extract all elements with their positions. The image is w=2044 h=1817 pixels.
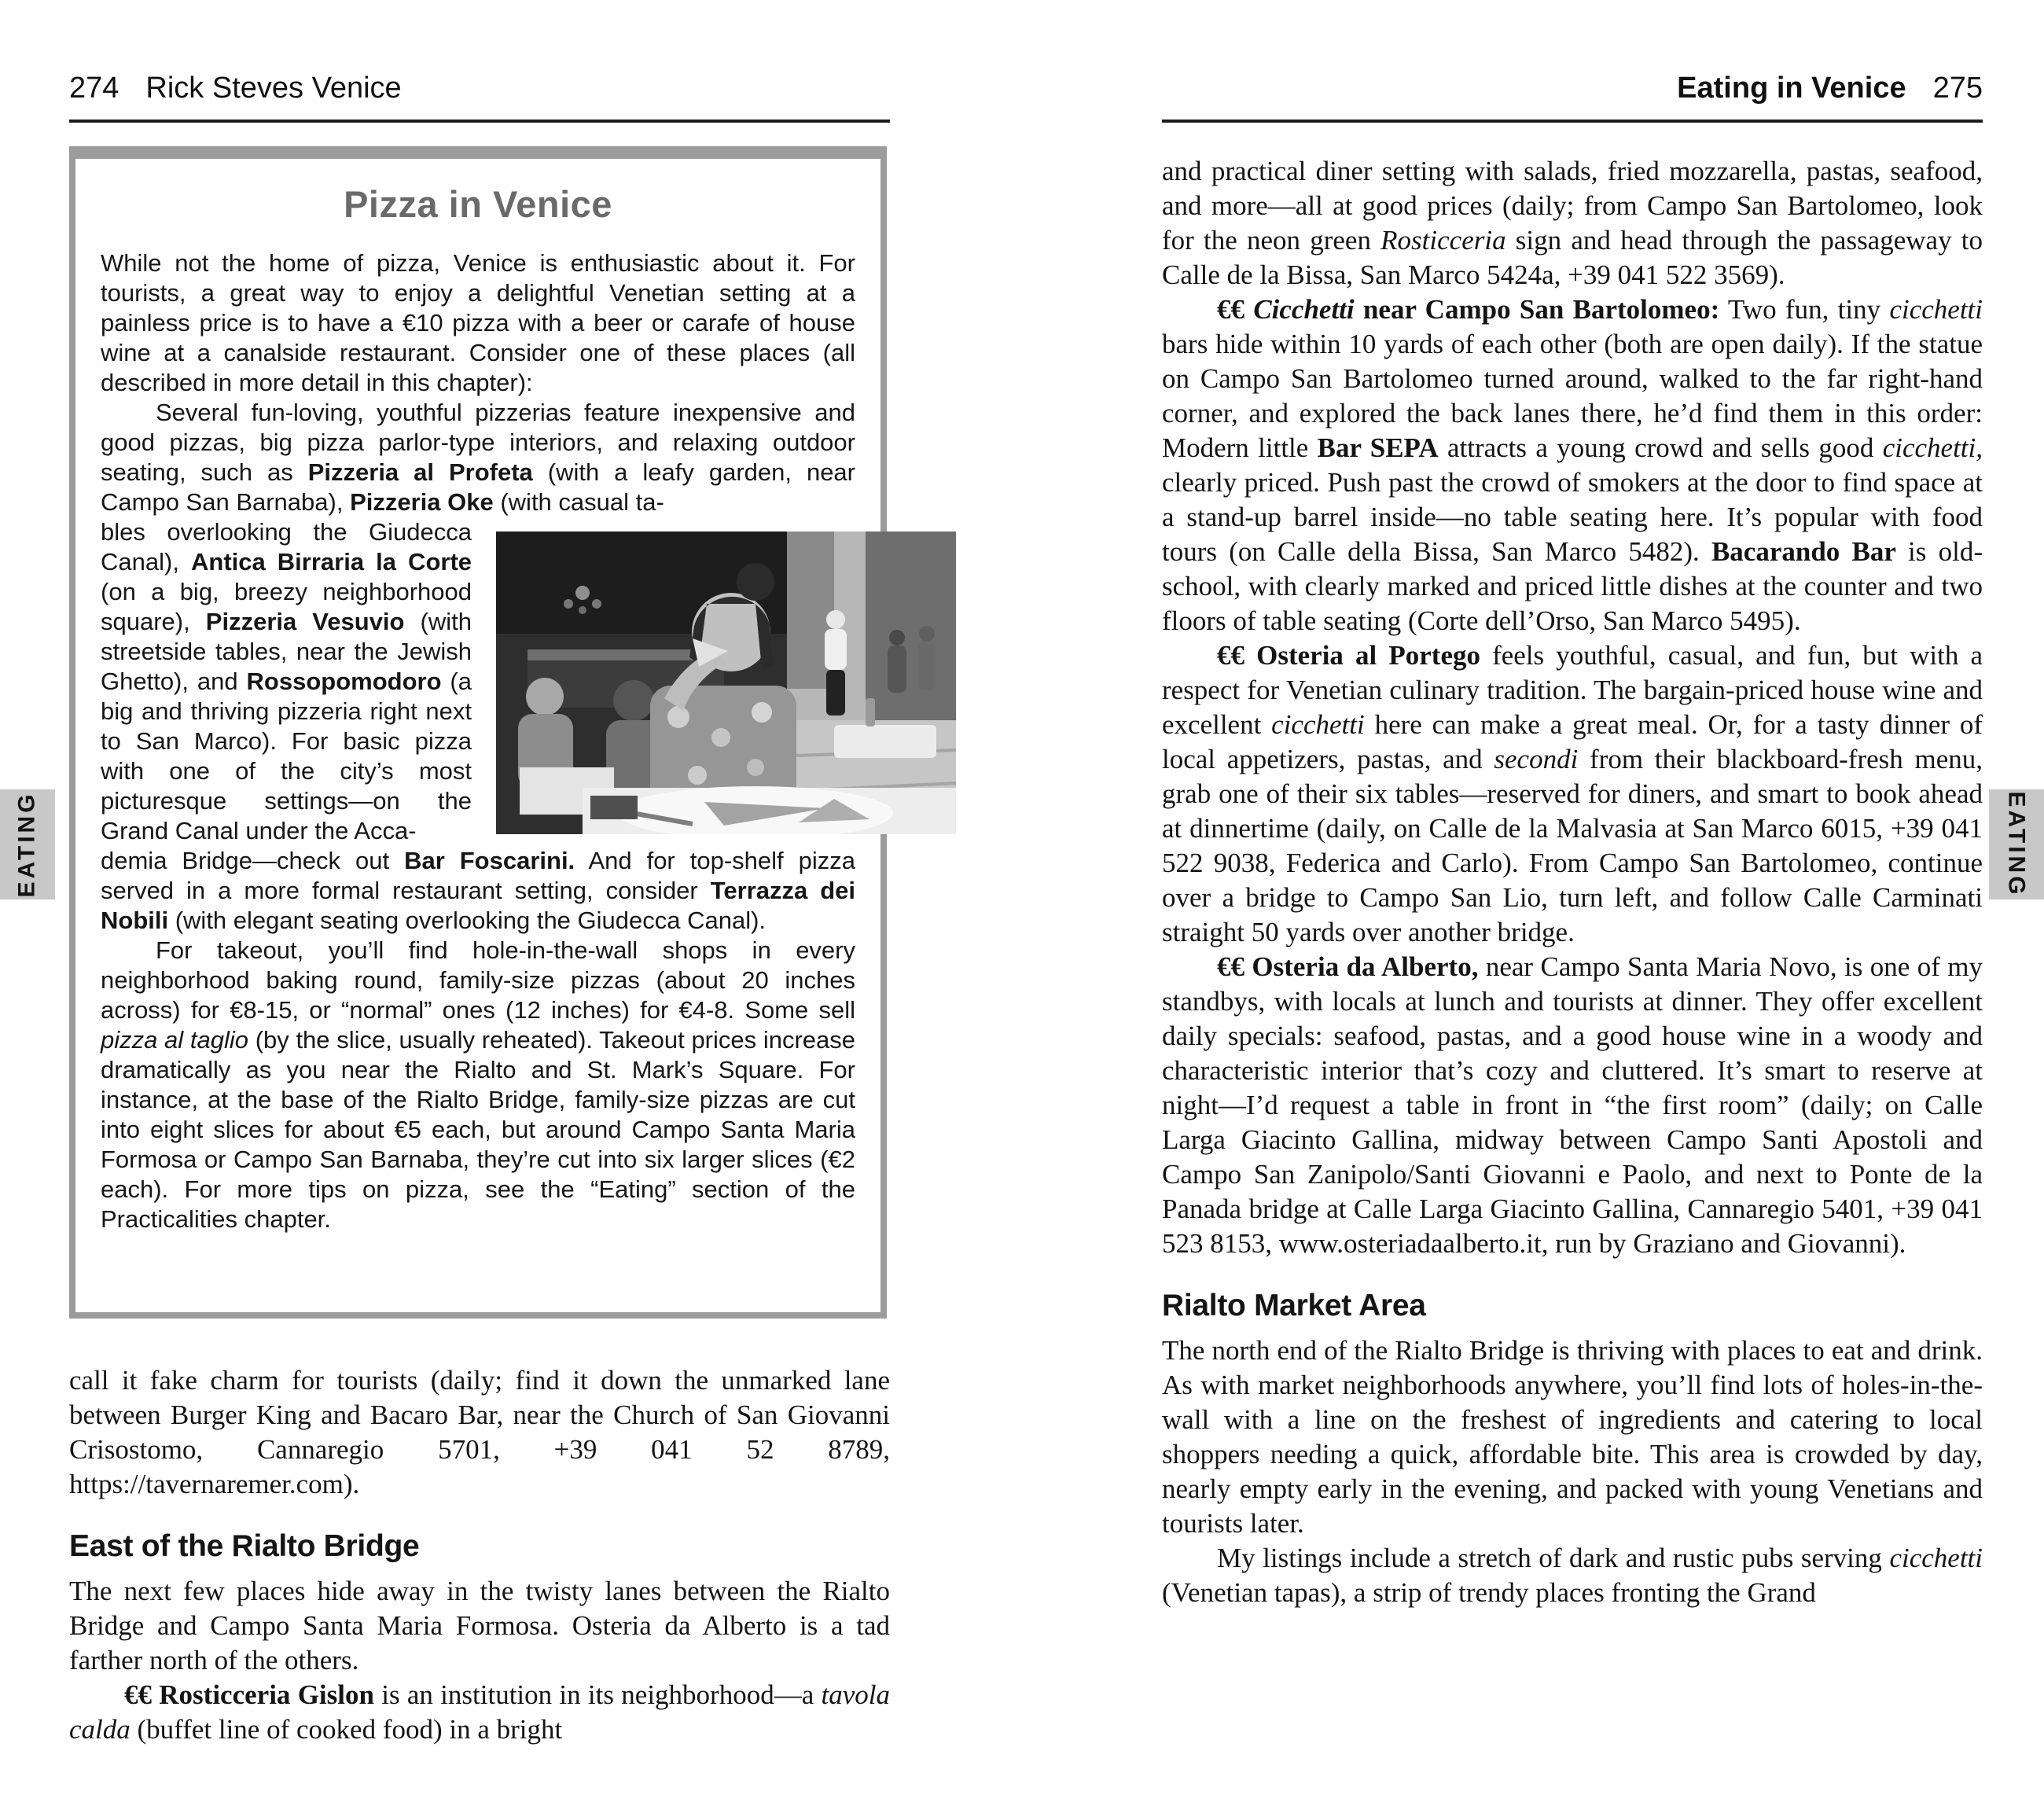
- right-page-body: [1162, 154, 1983, 1610]
- chapter-tab-right-label: EATING: [2004, 791, 2031, 898]
- sidebar-paragraph-3: For takeout, you’ll find hole-in-the-wall shops in every neighborhood baking round, family-size pizzas (about 20 inches across) for €8-15, or “normal” ones (12 inches) for €4-8. Some sell pizza al taglio (by the slice, usually reheated). Takeout prices increase dramatically as you near the Rialto and St. Mark’s Square. For instance, at the base of the Rialto Bridge, family-size pizzas are cut into eight slices for about €5 each, but around Campo Santa Maria Formosa or Campo San Barnaba, they’re cut into six larger slices (€2 each). For more tips on pizza, see the “Eating” section of the Practicalities chapter.: [101, 936, 855, 1233]
- sidebar-paragraph-1: While not the home of pizza, Venice is enthusiastic about it. For tourists, a great way to enjoy a delightful Venetian setting at a painless price is to have a €10 pizza with a beer or carafe of house wine at a canalside restaurant. Consider one of these places (all described in more detail in this chapter):: [101, 249, 855, 396]
- sidebar-paragraph-2b: bles overlooking the Giudecca Canal), Antica Birraria la Corte (on a big, breezy neighborhood square), Pizzeria Vesuvio (with streetside tables, near the Jewish Ghetto), and Rossopomodoro (a big and thriving pizzeria right next to San Marco). For basic pizza with one of the city’s most picturesque settings—on the Grand Canal under the Acca-: [101, 518, 472, 844]
- paragraph-osteria-al-portego: €€ Osteria al Portego feels youthful, casual, and fun, but with a respect for Venetian culinary tradition. The bargain-priced house wine and excellent cicchetti here can make a great meal. Or, for a tasty dinner of local appetizers, pastas, and secondi from their blackboard-fresh menu, grab one of their six tables—reserved for diners, and smart to book ahead at dinnertime (daily, on Calle de la Malvasia at San Marco 6015, +39 041 522 9038, Federica and Carlo). From Campo San Bartolomeo, continue over a bridge to Campo San Lio, turn left, and follow Calle Carminati straight 50 yards over another bridge.: [1162, 640, 1983, 947]
- header-rule-left: [69, 120, 890, 123]
- sidebar-paragraph-2a: Several fun-loving, youthful pizzerias feature inexpensive and good pizzas, big pizza parlor-type interiors, and relaxing outdoor seating, such as Pizzeria al Profeta (with a leafy garden, near Campo San Barnaba), Pizzeria Oke (with casual ta-: [101, 399, 855, 516]
- running-head-right: [1162, 72, 1983, 104]
- page-number-right: 275: [1932, 72, 1983, 105]
- paragraph-osteria-da-alberto: €€ Osteria da Alberto, near Campo Santa Maria Novo, is one of my standbys, with locals at lunch and tourists at dinner. They offer excellent daily specials: seafood, pastas, and a good house wine in a woody and characteristic interior that’s cozy and cluttered. It’s smart to reserve at night—I’d request a table in front in “the first room” (daily; on Calle Larga Giacinto Gallina, midway between Campo Santi Apostoli and Campo San Zanipolo/Santi Giovanni e Paolo, and next to Ponte de la Panada bridge at Calle Larga Giacinto Gallina, Cannaregio 5401, +39 041 523 8153, www.osteriadaalberto.it, run by Graziano and Giovanni).: [1162, 951, 1983, 1259]
- pizza-in-venice-sidebar-box: [69, 146, 887, 1319]
- sidebar-title: Pizza in Venice: [344, 183, 612, 225]
- header-rule-right: [1162, 120, 1983, 123]
- running-head-left: [69, 72, 402, 104]
- paragraph: The north end of the Rialto Bridge is thriving with places to eat and drink. As with market neighborhoods anywhere, you’ll find lots of holes-in-the-wall with a line on the freshest of ingredients and catering to local shoppers needing a quick, affordable bite. This area is crowded by day, nearly empty early in the evening, and packed with young Venetians and tourists later.: [1162, 1335, 1983, 1539]
- chapter-title: Eating in Venice: [1677, 72, 1906, 105]
- heading-east-of-the-rialto-bridge: East of the Rialto Bridge: [69, 1529, 420, 1563]
- sidebar-photo-row: [101, 517, 855, 846]
- paragraph-cicchetti-bars: €€ Cicchetti near Campo San Bartolomeo: Two fun, tiny cicchetti bars hide within 10 yards of each other (both are open daily). If the statue on Campo San Bartolomeo turned around, walked to the far right-hand corner, and explored the back lanes there, he’d find them in this order: Modern little Bar SEPA attracts a young crowd and sells good cicchetti, clearly priced. Push past the crowd of smokers at the door to find space at a stand-up barrel inside—no table seating here. It’s popular with food tours (on Calle della Bissa, San Marco 5482). Bacarando Bar is old-school, with clearly marked and priced little dishes at the counter and two floors of table seating (Corte dell’Orso, San Marco 5495).: [1162, 294, 1983, 636]
- page-number-left: 274: [69, 72, 119, 105]
- paragraph-continuation: and practical diner setting with salads, fried mozzarella, pastas, seafood, and more—all at good prices (daily; from Campo San Bartolomeo, look for the neon green Rosticceria sign and head through the passageway to Calle de la Bissa, San Marco 5424a, +39 041 522 3569).: [1162, 156, 1983, 290]
- paragraph-rosticceria-gislon: €€ Rosticceria Gislon is an institution in its neighborhood—a tavola calda (buffet line of cooked food) in a bright: [69, 1679, 890, 1745]
- sidebar-paragraph-2c: demia Bridge—check out Bar Foscarini. And for top-shelf pizza served in a more formal restaurant setting, consider Terrazza dei Nobili (with elegant seating overlooking the Giudecca Canal).: [101, 847, 855, 934]
- chapter-tab-left-label: EATING: [14, 791, 41, 898]
- heading-rialto-market-area: Rialto Market Area: [1162, 1289, 1426, 1322]
- photo-woman-eating-pizza-illustration: [496, 531, 956, 834]
- left-page-body: [69, 1363, 890, 1747]
- paragraph-my-listings: My listings include a stretch of dark and rustic pubs serving cicchetti (Venetian tapas), a strip of trendy places fronting the Grand: [1162, 1543, 1983, 1608]
- book-title: Rick Steves Venice: [145, 72, 402, 105]
- chapter-tab-left: [0, 789, 55, 899]
- paragraph-continuation: call it fake charm for tourists (daily; find it down the unmarked lane between Burger King and Bacaro Bar, near the Church of San Giovanni Crisostomo, Cannaregio 5701, +39 041 52 8789, https://tavernaremer.com).: [69, 1365, 890, 1499]
- chapter-tab-right: [1989, 789, 2044, 899]
- paragraph: The next few places hide away in the twisty lanes between the Rialto Bridge and Campo Santa Maria Formosa. Osteria da Alberto is a tad farther north of the others.: [69, 1576, 890, 1675]
- photo-woman-eating-pizza: [496, 531, 956, 834]
